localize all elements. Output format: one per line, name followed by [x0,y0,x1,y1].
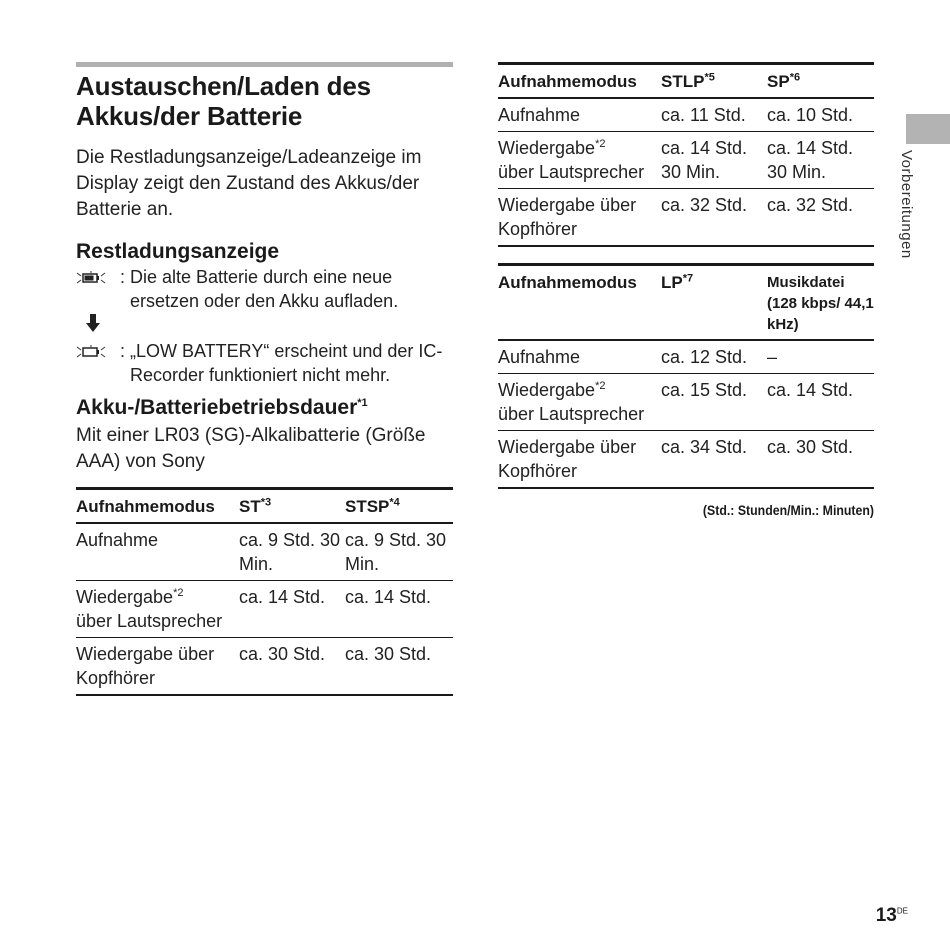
table1-header-stsp: STSP$^{*4}$ [345,489,453,524]
table1-header-mode: Aufnahmemodus [76,489,239,524]
page-title: Austauschen/Laden des Akkus/der Batterie [76,71,371,131]
table-row: Wiedergabe$^{*2}$ über Lautsprecher ca. 15 Std. ca. 14 Std. [498,374,874,431]
down-arrow-icon [76,313,453,339]
intro-text: Die Restladungsanzeige/Ladeanzeige im Display zeigt den Zustand des Akkus/der Batterie an. [76,147,422,220]
table-row: Wiedergabe über Kopfhörer ca. 34 Std. ca. 30 Std. [498,431,874,489]
left-column [76,62,453,696]
indicator-row-1: : Die alte Batterie durch eine neue ersetzen oder den Akku aufladen. [76,265,453,313]
page-number: 13DE [875,905,908,926]
table2-header-stlp: STLP$^{*5}$ [661,64,767,99]
table-row: Aufnahme ca. 11 Std. ca. 10 Std. [498,98,874,132]
section-tab-label: Vorbereitungen [898,150,915,259]
dauer-section [76,395,453,475]
right-column [498,62,874,519]
runtime-table-1 [76,487,453,696]
table3-header-lp: LP$^{*7}$ [661,265,767,341]
dauer-heading: Akku-/Batteriebetriebsdauer$^{*1}$ [76,396,368,419]
table3-header-mode: Aufnahmemodus [498,265,661,341]
restladung-heading: Restladungsanzeige [76,240,280,263]
indicator-text-1: Die alte Batterie durch eine neue ersetzen oder den Akku aufladen. [130,267,399,311]
table-row: Wiedergabe über Kopfhörer ca. 32 Std. ca. 32 Std. [498,189,874,247]
units-note: (Std.: Stunden/Min.: Minuten) [702,502,874,518]
runtime-table-2 [498,62,874,247]
table3-header-musik: Musikdatei (128 kbps/ 44,1 kHz) [767,265,874,341]
indicator-text-2: „LOW BATTERY“ erscheint und der IC-Recorder funktioniert nicht mehr. [130,341,443,385]
table-row: Wiedergabe$^{*2}$ über Lautsprecher ca. 14 Std. ca. 14 Std. [76,581,453,638]
table1-header-st: ST$^{*3}$ [239,489,345,524]
runtime-table-3 [498,263,874,489]
battery-empty-blink-icon [76,265,120,313]
table-row: Wiedergabe über Kopfhörer ca. 30 Std. ca. 30 Std. [76,638,453,696]
table-row: Wiedergabe$^{*2}$ über Lautsprecher ca. 14 Std. 30 Min. ca. 14 Std. 30 Min. [498,132,874,189]
table2-header-sp: SP$^{*6}$ [767,64,874,99]
restladung-section [76,239,453,387]
indicator-row-2: : „LOW BATTERY“ erscheint und der IC-Recorder funktioniert nicht mehr. [76,339,453,387]
table-row: Aufnahme ca. 9 Std. 30 Min. ca. 9 Std. 30 Min. [76,523,453,581]
table2-header-mode: Aufnahmemodus [498,64,661,99]
title-rule [76,62,453,67]
table-row: Aufnahme ca. 12 Std. – [498,340,874,374]
dauer-subtitle: Mit einer LR03 (SG)-Alkalibatterie (Größe AAA) von Sony [76,425,426,472]
section-tab-marker [906,114,950,144]
battery-none-blink-icon [76,339,120,387]
